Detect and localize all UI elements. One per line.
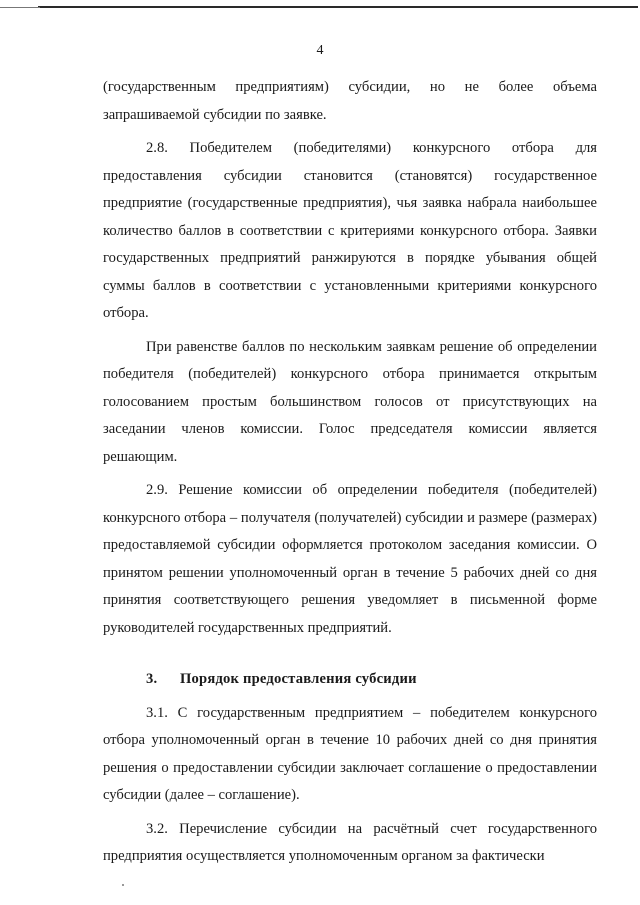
scan-speck [122,884,124,886]
section-title: Порядок предоставления субсидии [180,671,417,687]
scan-border-line [38,6,638,8]
document-body [103,74,597,871]
paragraph-2-8: 2.8. Победителем (победителями) конкурсного отбора для предоставления субсидии становится (становятся) государственное предприятие (государственные предприятия), чья заявка набрала наибольшее количество баллов в соответствии с критериями конкурсного отбора. Заявки государственных предприятий ранжируются в порядке убывания общей суммы баллов в соответствии с установленными критериями конкурсного отбора. [103,140,597,321]
scan-border-line-left [0,7,40,8]
section-number: 3. [146,671,158,687]
paragraph-3-2: 3.2. Перечисление субсидии на расчётный счет государственного предприятия осуществляется уполномоченным органом за фактически [103,820,597,864]
page-number: 4 [316,43,324,58]
paragraph-3-1: 3.1. С государственным предприятием – победителем конкурсного отбора уполномоченный орган в течение 10 рабочих дней со дня принятия решения о предоставлении субсидии заключает соглашение о предоставлении субсидии (далее – соглашение). [103,704,597,803]
paragraph-continuation: (государственным предприятиям) субсидии, но не более объема запрашиваемой субсидии по заявке. [103,79,597,123]
section-heading [103,666,597,694]
paragraph-equal-scores: При равенстве баллов по нескольким заявкам решение об определении победителя (победителей) конкурсного отбора принимается открытым голосованием простым большинством голосов от присутствующих на заседании членов комиссии. Голос председателя комиссии является решающим. [103,338,597,465]
paragraph-2-9: 2.9. Решение комиссии об определении победителя (победителей) конкурсного отбора – получателя (получателей) субсидии и размере (размерах) предоставляемой субсидии оформляется протоколом заседания комиссии. О принятом решении уполномоченный орган в течение 5 рабочих дней со дня принятия соответствующего решения уведомляет в письменной форме руководителей государственных предприятий. [103,482,597,636]
